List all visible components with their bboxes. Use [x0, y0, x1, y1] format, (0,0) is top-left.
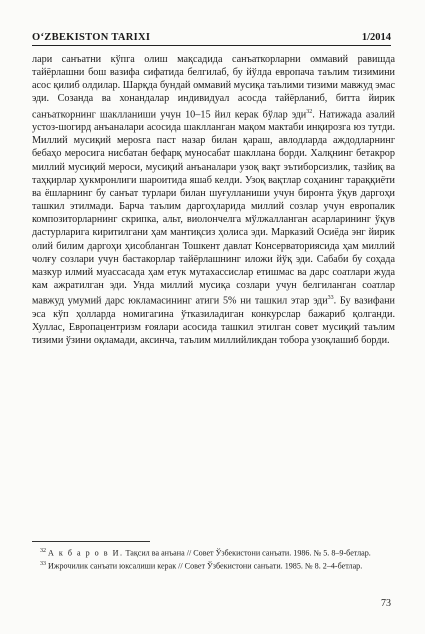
- footnote-divider: [32, 541, 150, 542]
- footnote-text: Ижрочилик санъати юксалиши керак // Совет Ўзбекистони санъати. 1985. № 8. 2–4-бетлар.: [46, 561, 363, 571]
- footnote-33: [32, 559, 395, 572]
- footnote-number: 32: [40, 548, 46, 554]
- footnote-ref-33: 33: [327, 295, 334, 302]
- footnote-ref-32: 32: [306, 108, 313, 115]
- text-segment: лари санъатни кўпга олиш мақсадида санъаткорларни оммавий равишда тайёрлашни бош вазифа сифатида белгилаб, бу йўлда европача таълим тизимини асос қилиб олдилар. Шарқда бундай оммавий мусиқа таълими тизими мавжуд эмас эди. Созанда ва хонандалар индивидуал асосда тайёрланиб, битта йирик санъаткорнинг шаклланиши учун 10–15 йил керак бўлар эди: [32, 54, 395, 121]
- page-number: 73: [381, 598, 391, 609]
- running-header: [32, 29, 391, 46]
- main-text: [32, 53, 395, 347]
- footnote-author: А к б а р о в И.: [48, 548, 124, 558]
- footnote-number: 33: [40, 561, 46, 568]
- journal-title: O‘ZBEKISTON TARIXI: [32, 32, 151, 43]
- text-segment: . Натижада азалий устоз-шогирд анъаналари асосида шаклланган мақом мактаби инқирозга юз тутди. Миллий мусиқий мерosга паст назар билан қараш, авлодларда аждодларнинг бебаҳо меросига нисбатан бефарқ муносабат шакллана борди. Халқнинг бетакрор миллий мусиқий мероси, мусиқий анъаналари узоқ вақт эътиборсизлик, тазйиқ ва таҳқирлар ҳукмронлиги шароитида яшаб келди. Узоқ вақтлар соҳанинг тараққиёти ва ёшларнинг бу санъат турлари билан шуғулланиши учун биронта ўқув даргоҳи ташкил этилмади. Барча таълим даргоҳларида миллий созлар учун европалик композиторларнинг скрипка, альт, виолончелга мўлжалланган асарларининг ўқув дастурларига киритилгани ҳам мантиқсиз ҳолиса эди. Марказий Осиёда энг йирик олий билим даргоҳи ҳисобланган Тошкент давлат Консерваториясида ҳам миллий чолғу созлари учун бастакорлар тайёрлашнинг иложи йўқ эди. Сабаби бу соҳада мазкур илмий муассасада ҳам етук мутахассислар етишмас ва дарс соатлари жуда кам ажратилган эди. Унда миллий мусиқа созлари учун белгиланган соатлар мавжуд умумий дарс юкламасининг атиги 5% ни ташкил этар эди: [32, 109, 395, 307]
- issue-number: 1/2014: [361, 32, 391, 43]
- paragraph: [32, 53, 395, 347]
- footnotes: [32, 546, 395, 572]
- footnote-text: Тақсил ва анъана // Совет Ўзбекистони санъати. 1986. № 5. 8–9-бетлар.: [123, 548, 371, 558]
- text-segment: . Бу вазифани эса кўп ҳолларда номигагина ўтказиладиган конкурслар бажариб қолганди. Хуллас, Европацентризм ғоялари асосида ташкил этилган совет мусиқий таълим тизими ўзини оқламади, аксинча, таълим миллийликдан тобора узоқлашиб борди.: [32, 295, 395, 347]
- footnote-32: [32, 546, 395, 559]
